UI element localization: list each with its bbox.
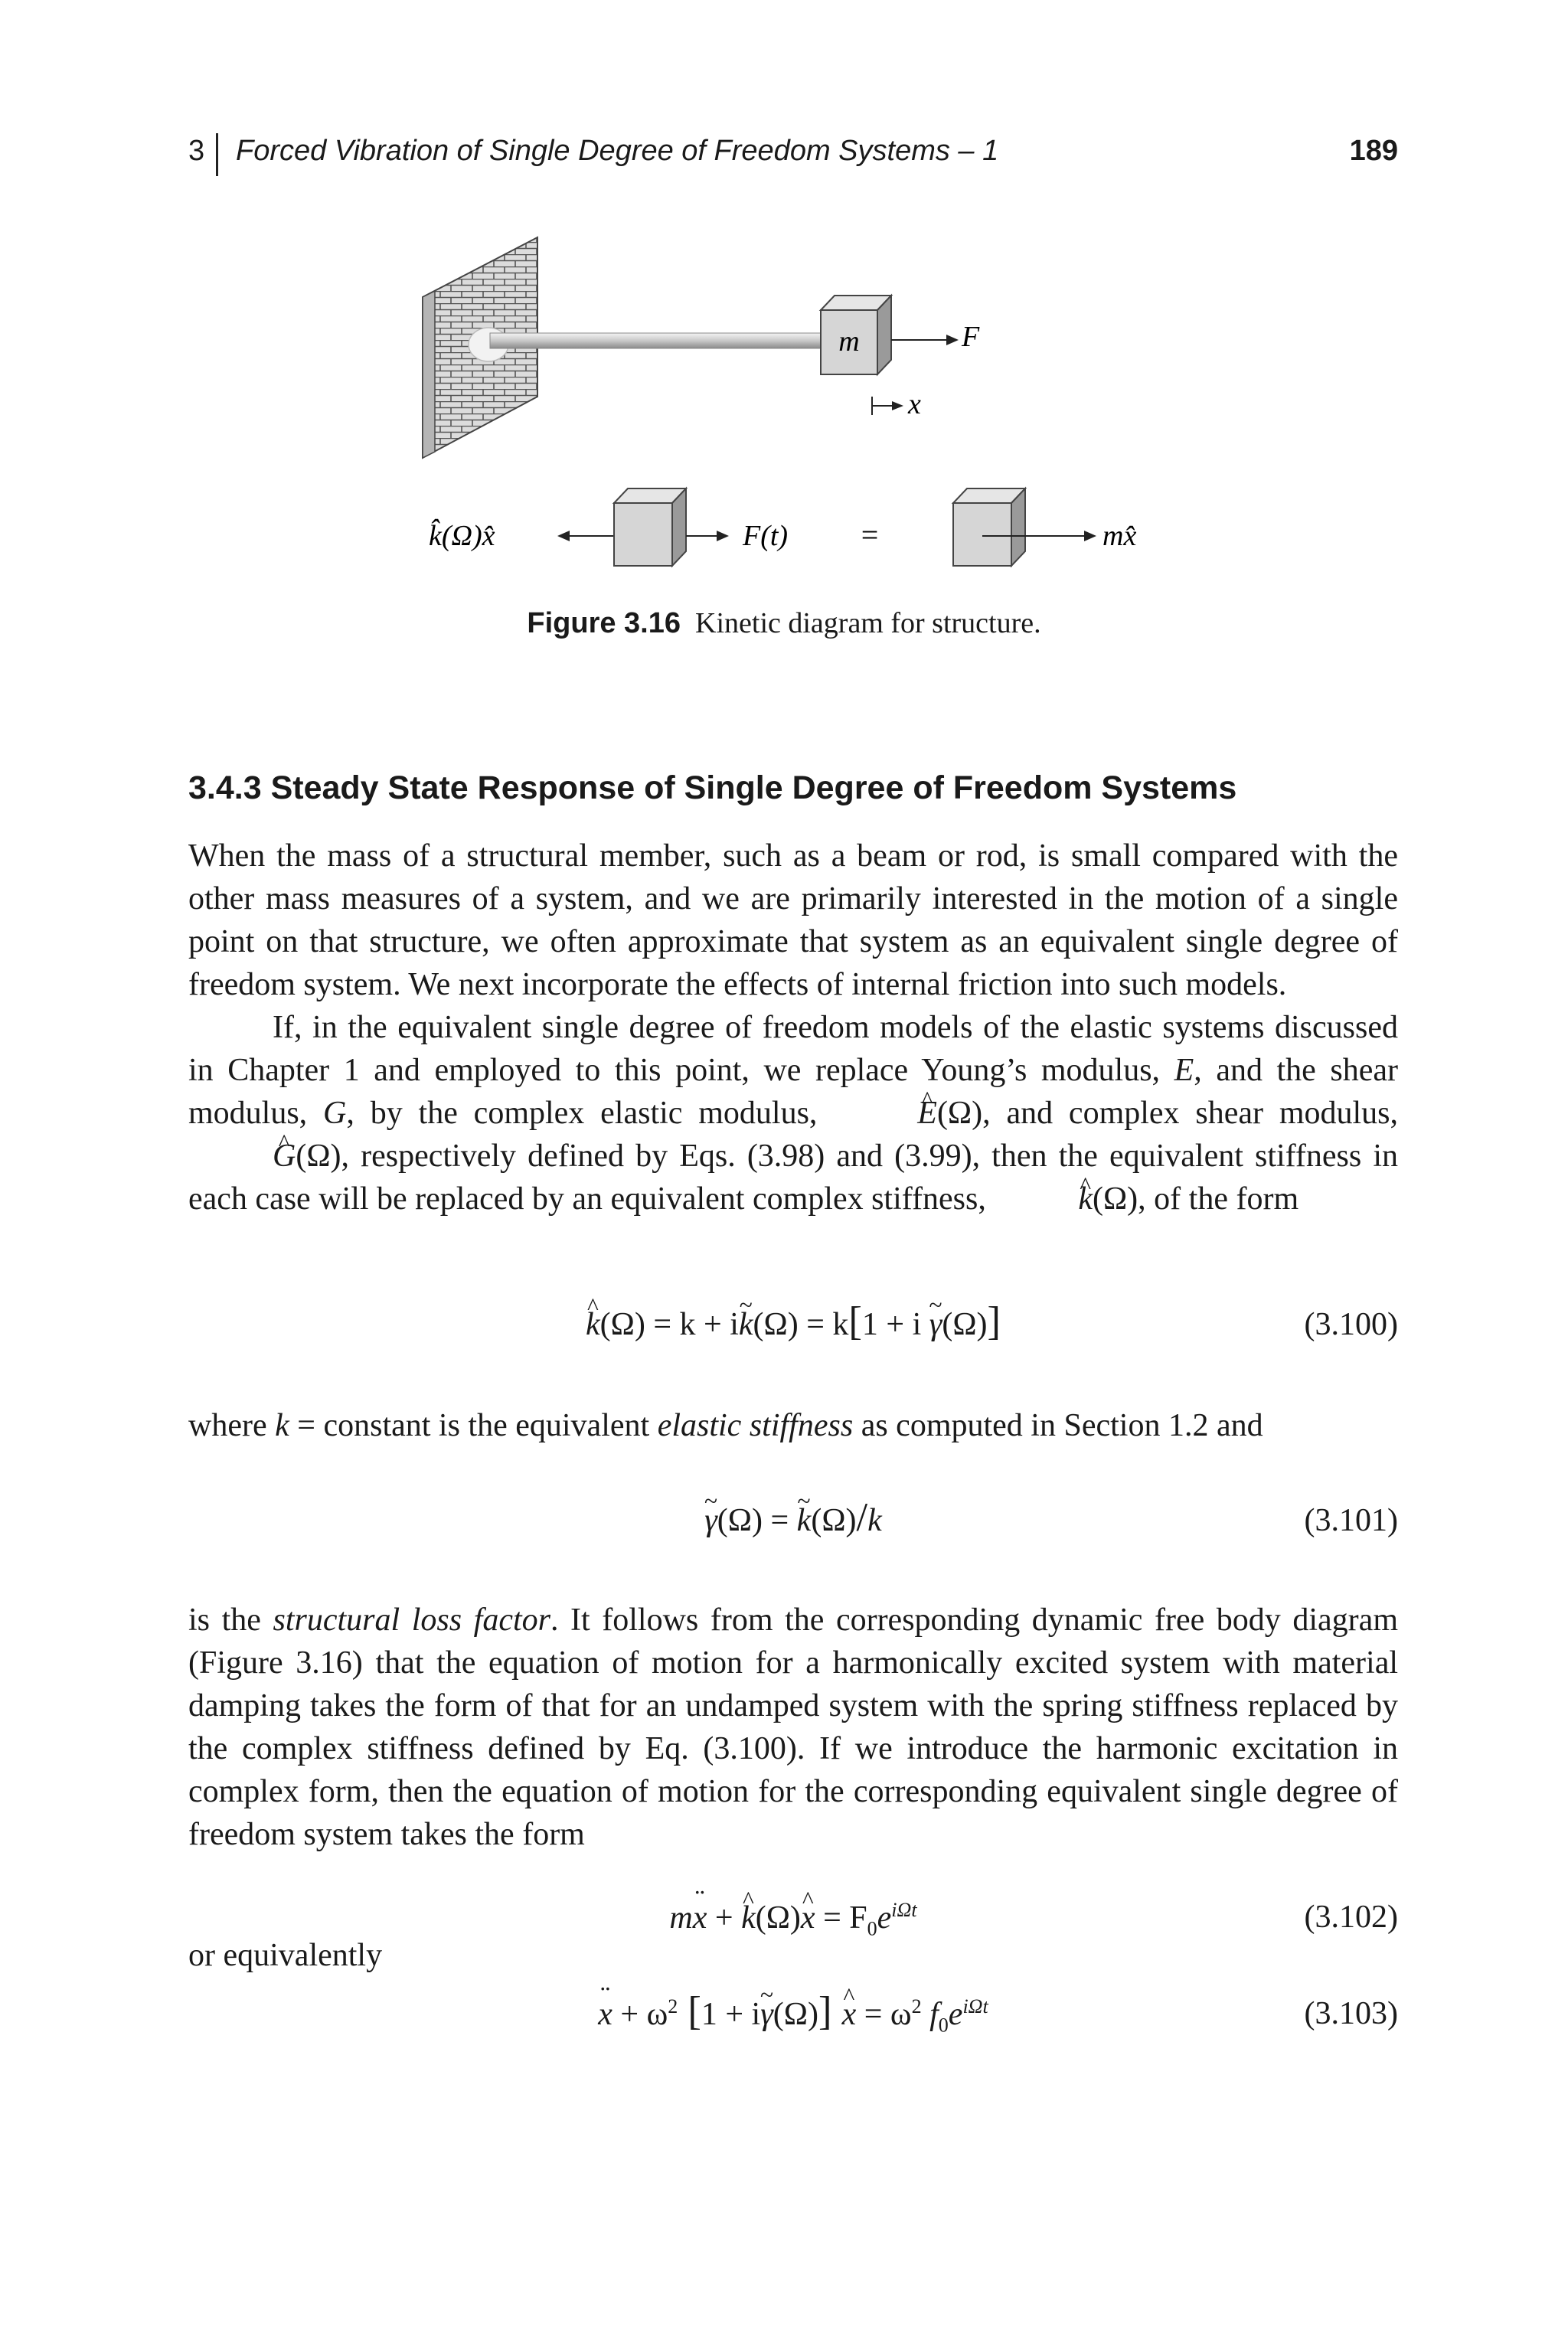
paragraph-3: is the structural loss factor. It follows from the corresponding dynamic free body diagram (Figure 3.16) that the equation of motion for a harmonically excited system with material damping takes the form of that for an undamped system with the spring stiffness replaced by the complex stiffness defined by Eq. (3.100). If we introduce the harmonic excitation in complex form, then the equation of motion for the corresponding equivalent single degree of freedom system takes the form — [188, 1603, 1398, 1852]
paragraph-2: If, in the equivalent single degree of freedom models of the elastic systems discussed in Chapter 1 and employed to this point, we replace Young’s modulus, E, and the shear modulus, G, by the complex elastic modulus, ^ E(Ω), and complex shear modulus, ^ G(Ω), respectively defined by Eqs. (3.98) and (3.99), then the equivalent stiffness in each case will be replaced by an equivalent complex stiffness, ^ k(Ω), of the form — [188, 1006, 1398, 1220]
applied-force-label: F(t) — [743, 520, 789, 552]
equation-3-101 — [188, 1495, 1398, 1548]
force-arrow — [891, 321, 980, 353]
running-head — [188, 135, 1398, 178]
where-line: where k = constant is the equivalent elastic stiffness as computed in Section 1.2 and — [188, 1408, 1263, 1443]
kad-block — [953, 488, 1025, 566]
section-heading: 3.4.3 Steady State Response of Single Degree of Freedom Systems — [188, 769, 1237, 806]
equals-sign: = — [861, 518, 879, 552]
equation-3-102-body: m¨ x + ^ k(Ω)^ $x = F_0e^{i\Omega t}$ — [188, 1899, 1398, 1940]
equation-3-100-body: ^ k(Ω) = k + i~ k(Ω) = k[1 + i ~ γ(Ω)] — [188, 1306, 1398, 1343]
displacement-label: x — [908, 388, 921, 420]
left-arrow — [557, 531, 614, 541]
figure-3-16 — [413, 230, 1179, 582]
equation-3-101-body: ~ γ(Ω) = ~ k(Ω)/k — [188, 1502, 1398, 1539]
displacement-arrow — [872, 388, 921, 420]
equation-number-3-103: (3.103) — [1304, 1996, 1398, 2031]
caption-label: Figure 3.16 — [527, 607, 681, 639]
body-text-3 — [188, 1599, 1398, 1856]
equation-3-103-body: ¨ $x + \omega^2$ [1 + i~ γ(Ω)] ^ $x = \omega^2$ $f_0e^{i\Omega t}$ — [188, 1995, 1398, 2037]
force-label: F — [962, 321, 980, 353]
paragraph-1: When the mass of a structural member, such as a beam or rod, is small compared with the other mass measures of a system, and we are primarily interested in the motion of a single point on that structure, we often approximate that system as an equivalent single degree of freedom system. We next incorporate the effects of internal friction into such models. — [188, 838, 1398, 1002]
kinetic-diagram — [413, 230, 1179, 582]
figure-caption — [0, 606, 1568, 640]
equation-number-3-101: (3.101) — [1304, 1503, 1398, 1538]
equation-number-3-102: (3.102) — [1304, 1900, 1398, 1935]
fbd-block — [614, 488, 686, 566]
spring-force-label: k̂(Ω)x̂ — [429, 520, 495, 552]
caption-text: Kinetic diagram for structure. — [695, 607, 1041, 639]
right-arrow — [686, 531, 729, 541]
mass-block — [821, 296, 891, 374]
inertia-label: mx̂ — [1102, 520, 1137, 552]
header-divider — [216, 133, 218, 176]
chapter-title: Forced Vibration of Single Degree of Freedom Systems – 1 — [236, 135, 999, 167]
chapter-number: 3 — [188, 135, 205, 167]
equation-3-100 — [188, 1299, 1398, 1352]
page-number: 189 — [1349, 135, 1398, 167]
mass-label: m — [838, 325, 860, 358]
equation-number-3-100: (3.100) — [1304, 1307, 1398, 1342]
or-equivalently: or equivalently — [188, 1938, 383, 1973]
equation-3-103 — [188, 1989, 1398, 2041]
body-text-1 — [188, 835, 1398, 1220]
rod — [490, 333, 825, 348]
